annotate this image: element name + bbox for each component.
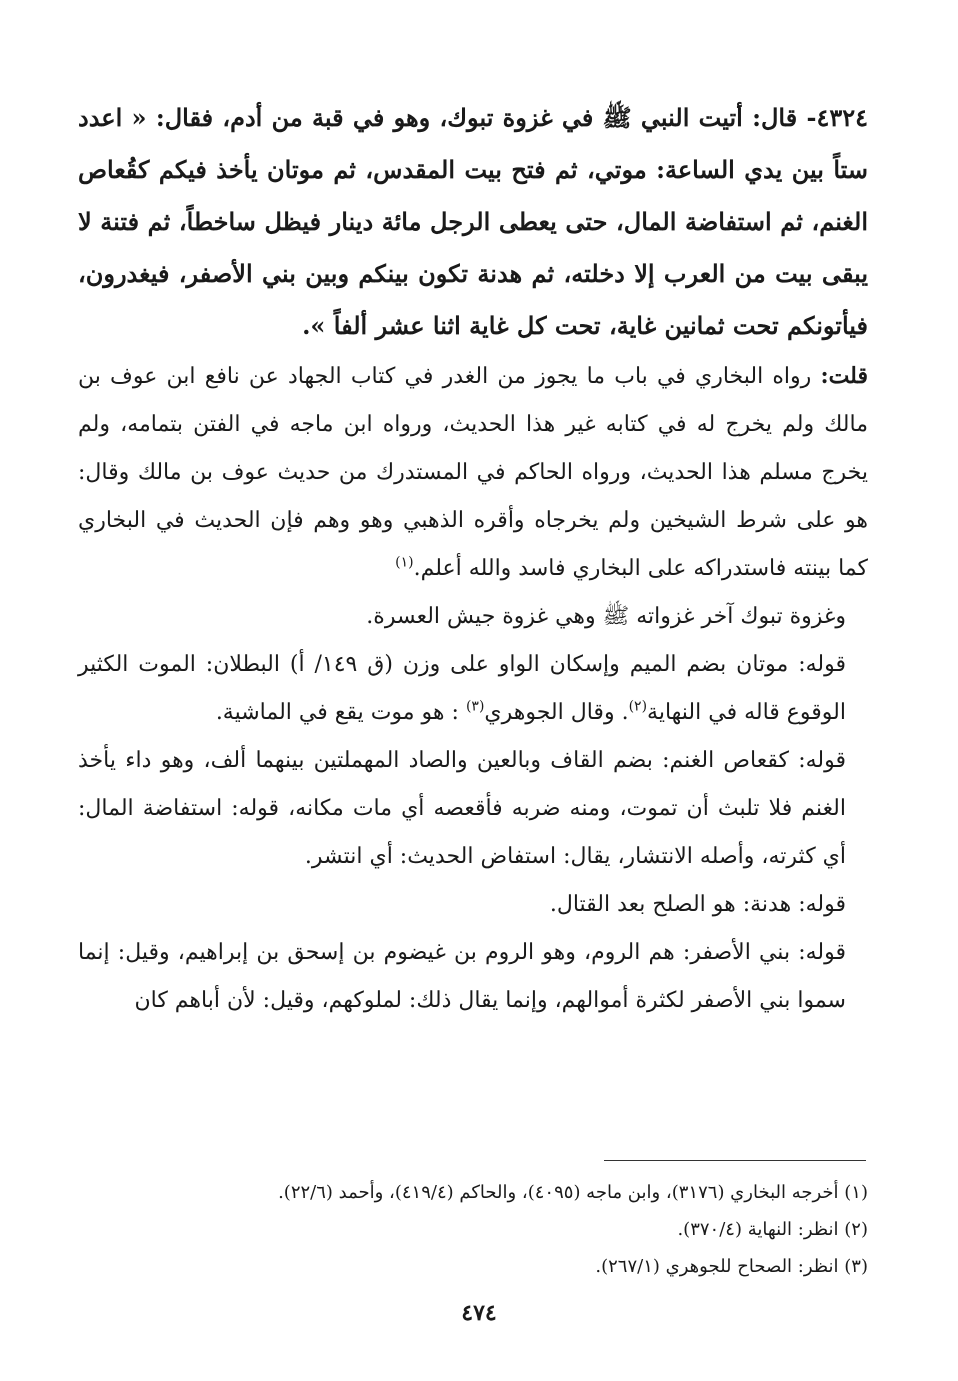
footnotes [78, 1174, 868, 1285]
mutan-text-b: . وقال الجوهري [484, 700, 629, 725]
page-number: ٤٧٤ [461, 1300, 497, 1326]
commentary-tabuk: وغزوة تبوك آخر غزواته ﷺ وهي غزوة جيش العسرة. [366, 604, 846, 629]
page-body [78, 92, 868, 1025]
commentary-mutan [78, 641, 868, 737]
footnote-ref-2[interactable]: (٢) [628, 698, 648, 715]
mutan-text-c: : هو موت يقع في الماشية. [215, 700, 459, 725]
hadith-text: ٤٣٢٤- قال: أتيت النبي ﷺ في غزوة تبوك، وهو في قبة من أدم، فقال: « اعدد ستاً بين يدي الساعة: موتي، ثم فتح بيت المقدس، ثم موتان يأخذ فيكم كقُعاص الغنم، ثم استفاضة المال، حتى يعطى الرجل مائة دينار فيظل ساخطاً، ثم فتنة لا يبقى بيت من العرب إلا دخلته، ثم هدنة تكون بينكم وبين بني الأصفر، فيغدرون، فيأتونكم تحت ثمانين غاية، تحت كل غاية اثنا عشر ألفاً ». [78, 103, 869, 340]
footnote-3: (٣) انظر: الصحاح للجوهري (٢٦٧/١). [595, 1256, 868, 1277]
qultu-text: رواه البخاري في باب ما يجوز من الغدر في كتاب الجهاد عن نافع ابن عوف بن مالك ولم يخرج له في كتابه غير هذا الحديث، ورواه ابن ماجه في الفتن بتمامه، ولم يخرج مسلم هذا الحديث، ورواه الحاكم في المستدرك من حديث عوف بن مالك وقال: هو على شرط الشيخين ولم يخرجاه وأقره الذهبي وهو وهم فإن الحديث في البخاري كما بينته فاستدراكه على البخاري فاسد والله أعلم. [78, 364, 869, 581]
footnote-divider [604, 1160, 866, 1161]
commentary-quas: قوله: كقعاص الغنم: بضم القاف وبالعين والصاد المهملتين بينهما ألف، وهو داء يأخذ الغنم فلا تلبث أن تموت، ومنه ضربه فأقعصه أي مات مكانه، قوله: استفاضة المال: أي كثرته، وأصله الانتشار، يقال: استفاض الحديث: أي انتشر. [78, 748, 846, 869]
mutan-text-a: قوله: موتان بضم الميم وإسكان الواو على وزن (ق ١٤٩/ أ) البطلان: الموت الكثير الوقوع قاله في النهاية [78, 652, 846, 725]
commentary-qultu [78, 352, 868, 593]
commentary-asfar: قوله: بني الأصفر: هم الروم، وهو الروم بن غيضوم بن إسحق بن إبراهيم، وقيل: إنما سموا بني الأصفر لكثرة أموالهم، وإنما يقال ذلك: لملوكهم، وقيل: لأن أباهم كان [78, 940, 846, 1013]
commentary-hudna: قوله: هدنة: هو الصلح بعد القتال. [549, 892, 846, 917]
footnote-1: (١) أخرجه البخاري (٣١٧٦)، وابن ماجه (٤٠٩٥)، والحاكم (٤١٩/٤)، وأحمد (٢٢/٦). [278, 1182, 868, 1203]
footnote-ref-3[interactable]: (٣) [465, 698, 485, 715]
footnote-ref-1[interactable]: (١) [395, 554, 414, 571]
qultu-label: قلت: [820, 363, 868, 389]
footnote-2: (٢) انظر: النهاية (٣٧٠/٤). [677, 1219, 868, 1240]
